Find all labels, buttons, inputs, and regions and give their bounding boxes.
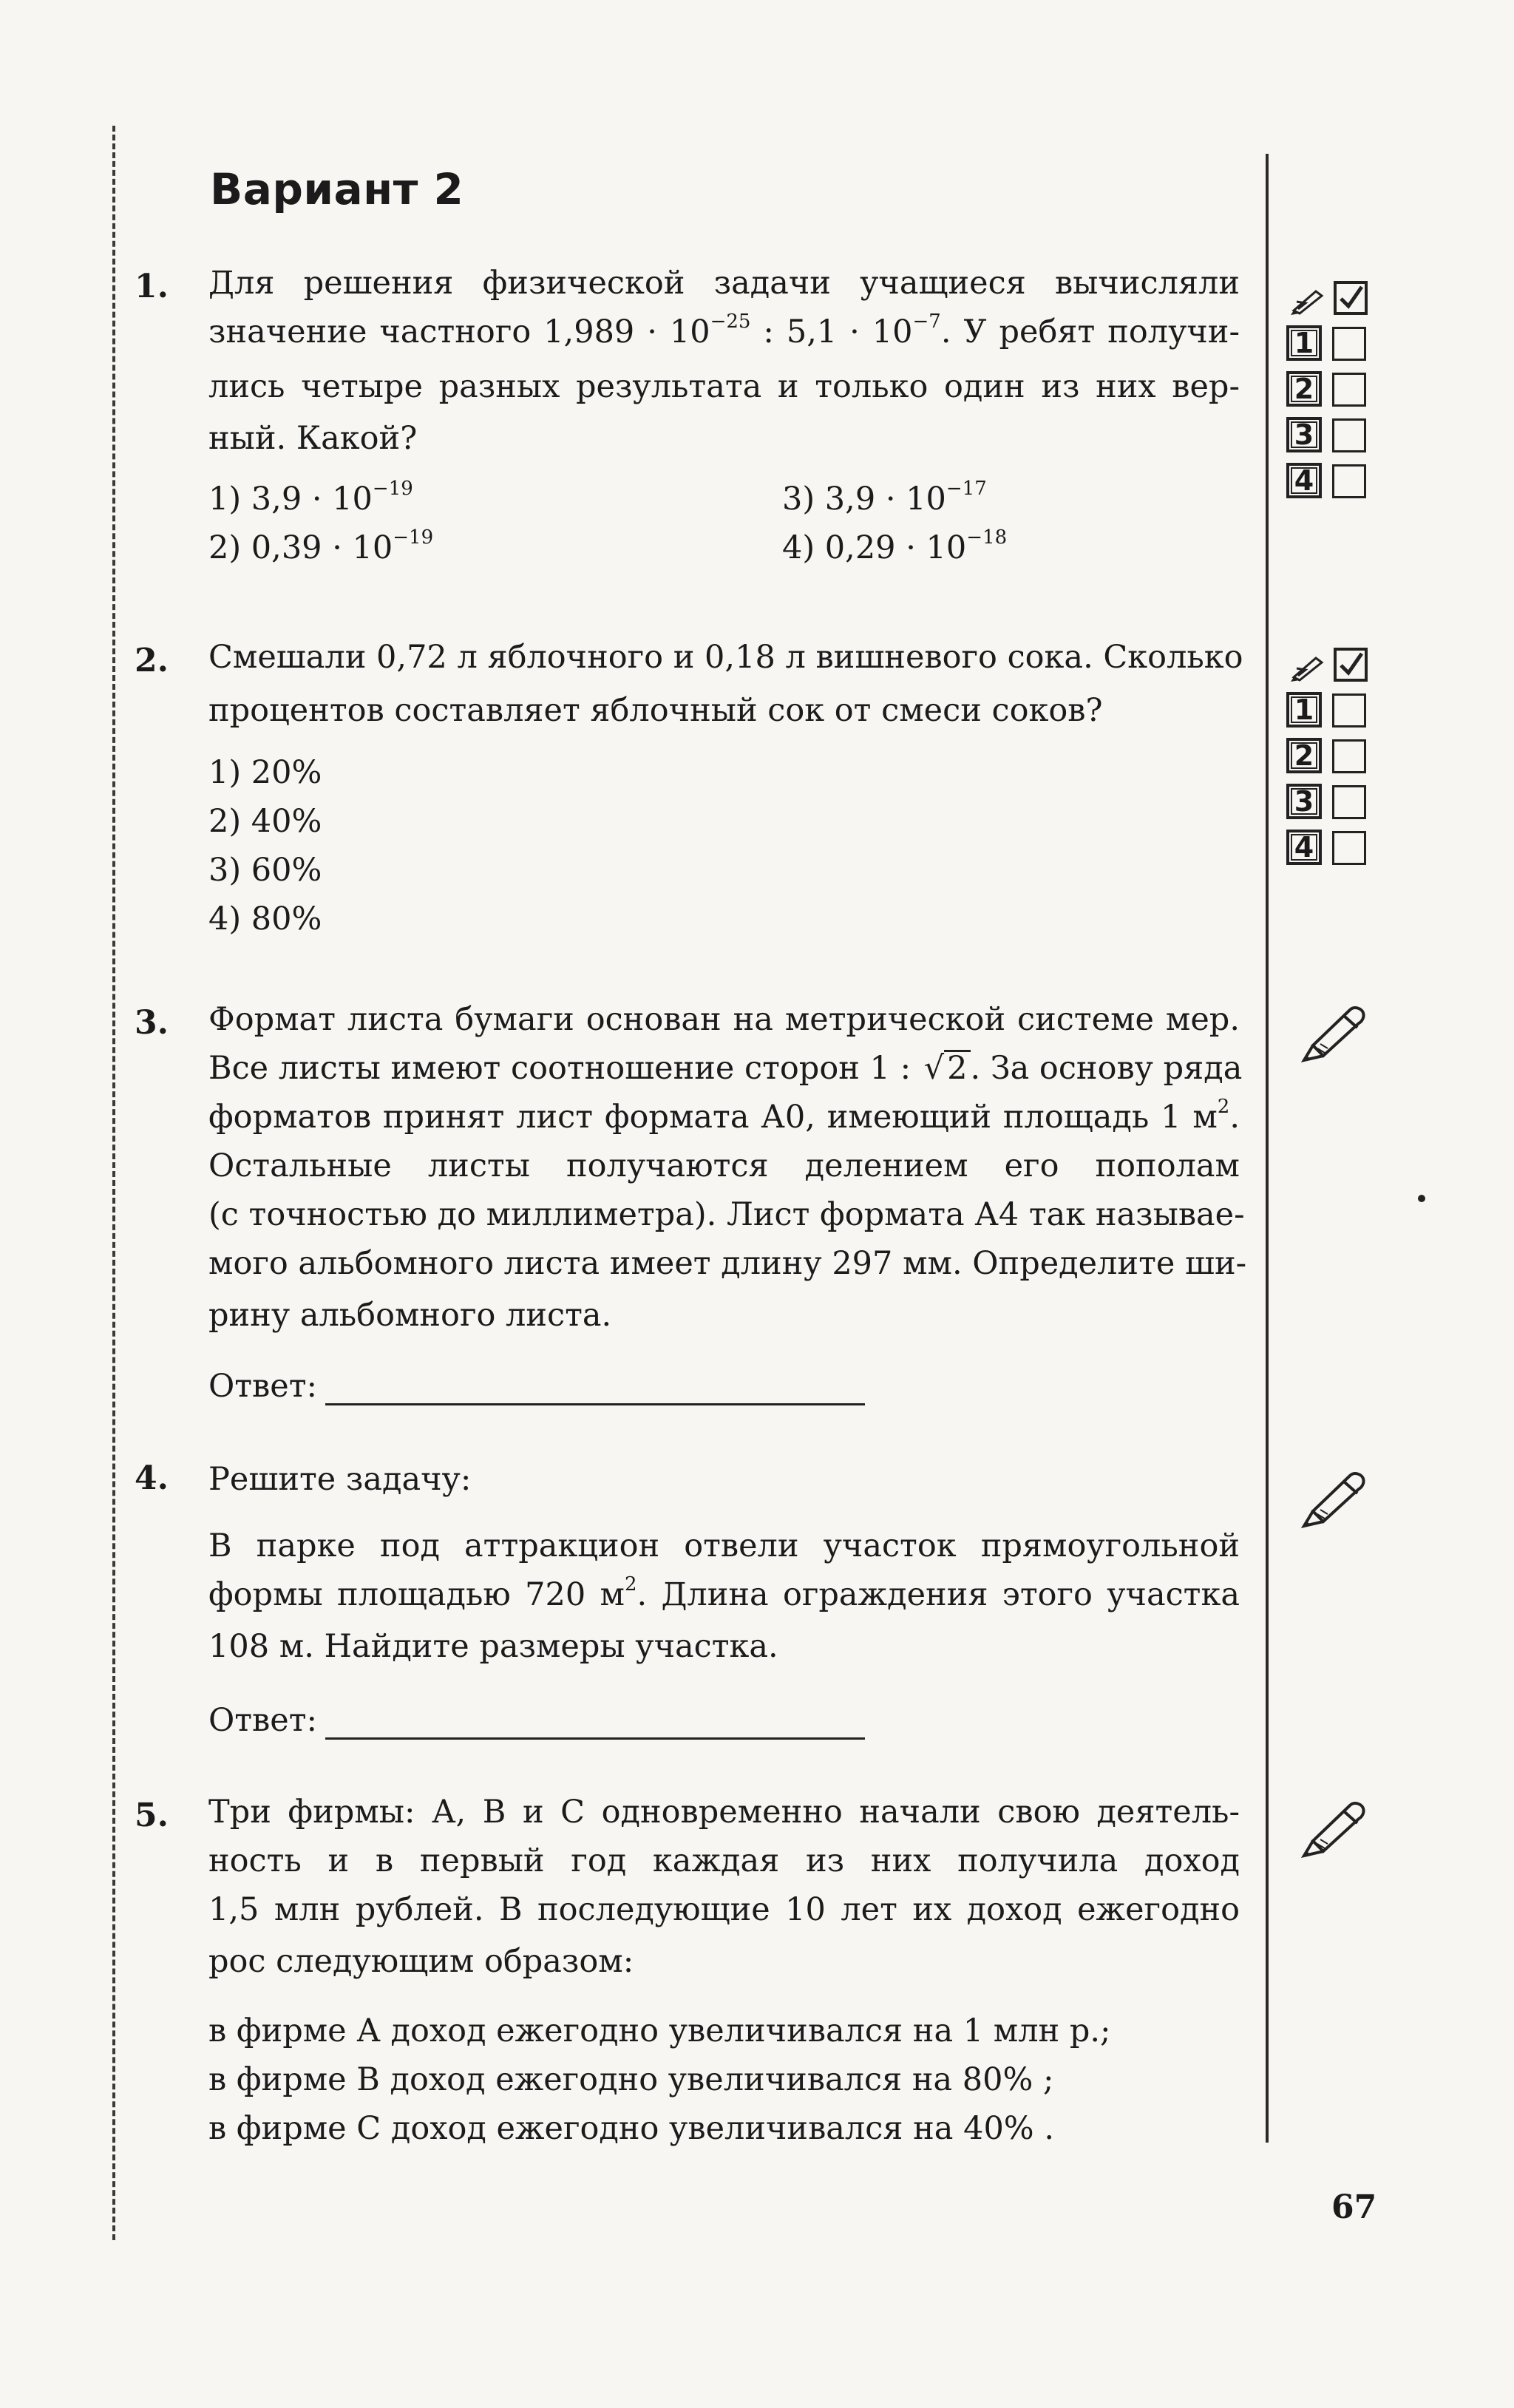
cut-line bbox=[112, 126, 115, 2240]
q2-number: 2. bbox=[135, 642, 169, 679]
q4-number: 4. bbox=[135, 1459, 169, 1497]
answer-box-2[interactable] bbox=[1332, 373, 1366, 407]
margin-rule bbox=[1266, 154, 1269, 2143]
q4-line-2: формы площадью 720 $м^2$. Длина ограждения этого участка bbox=[208, 1573, 1240, 1613]
q1-line-2: значение частного $1,989 \cdot 10^{-25}$ : $5,1 \cdot 10^{-7}$. У ребят получи- bbox=[208, 311, 1240, 350]
q2-line-1: Смешали 0,72 л яблочного и 0,18 л вишневого сока. Сколько bbox=[208, 639, 1243, 676]
answer-box-3[interactable] bbox=[1332, 785, 1366, 819]
scan-speck bbox=[1418, 1195, 1425, 1202]
q1-option-4: 4) $0,29 \cdot 10^{-18}$ bbox=[782, 526, 1008, 566]
q5-line-2: ность и в первый год каждая из них получила доход bbox=[208, 1842, 1240, 1879]
q3-line-7: рину альбомного листа. bbox=[208, 1297, 612, 1334]
q2-option-4: 4) 80% bbox=[208, 901, 322, 937]
q3-answer-label: Ответ: bbox=[208, 1368, 317, 1405]
page-number: 67 bbox=[1331, 2188, 1377, 2226]
q3-line-6: мого альбомного листа имеет длину 297 мм. Определите ши- bbox=[208, 1245, 1247, 1282]
q4-line-3: 108 м. Найдите размеры участка. bbox=[208, 1628, 778, 1665]
q1-option-3: 3) $3,9 \cdot 10^{-17}$ bbox=[782, 478, 987, 518]
sqrt-symbol: √2 bbox=[921, 1050, 971, 1087]
answer-box-1[interactable] bbox=[1332, 327, 1366, 361]
q3-line-1: Формат листа бумаги основан на метрической системе мер. bbox=[208, 1001, 1240, 1038]
answer-number-1: 1 bbox=[1286, 692, 1322, 728]
q5-line-4: рос следующим образом: bbox=[208, 1943, 634, 1980]
answer-box-2[interactable] bbox=[1332, 739, 1366, 773]
q2-option-1: 1) 20% bbox=[208, 754, 322, 791]
q5-line-7: в фирме С доход ежегодно увеличивался на 40% . bbox=[208, 2110, 1054, 2147]
answer-box-4[interactable] bbox=[1332, 464, 1366, 498]
q3-number: 3. bbox=[135, 1004, 169, 1042]
q4-answer-label: Ответ: bbox=[208, 1702, 317, 1739]
pen-icon bbox=[1298, 1003, 1369, 1063]
pen-icon bbox=[1298, 1798, 1369, 1859]
q1-number: 1. bbox=[135, 268, 169, 305]
q5-line-1: Три фирмы: А, В и С одновременно начали свою деятель- bbox=[208, 1794, 1240, 1831]
q4-line-1: В парке под аттракцион отвели участок прямоугольной bbox=[208, 1527, 1240, 1564]
q1-line-4: ный. Какой? bbox=[208, 420, 418, 457]
answer-number-2: 2 bbox=[1286, 738, 1322, 773]
check-icon bbox=[1334, 648, 1368, 682]
answer-number-4: 4 bbox=[1286, 463, 1322, 498]
page-title: Вариант 2 bbox=[210, 164, 464, 214]
q2-answer-boxes bbox=[1286, 648, 1382, 875]
q1-option-1: 1) $3,9 \cdot 10^{-19}$ bbox=[208, 478, 413, 518]
answer-box-3[interactable] bbox=[1332, 418, 1366, 452]
q1-option-2: 2) $0,39 \cdot 10^{-19}$ bbox=[208, 526, 434, 566]
answer-box-1[interactable] bbox=[1332, 693, 1366, 728]
q1-answer-boxes bbox=[1286, 281, 1382, 509]
q5-number: 5. bbox=[135, 1797, 169, 1834]
q3-line-5: (с точностью до миллиметра). Лист формата А4 так называе- bbox=[208, 1196, 1245, 1233]
q5-line-6: в фирме В доход ежегодно увеличивался на 80% ; bbox=[208, 2061, 1054, 2098]
q3-line-4: Остальные листы получаются делением его пополам bbox=[208, 1147, 1240, 1184]
answer-box-4[interactable] bbox=[1332, 831, 1366, 865]
q5-line-5: в фирме А доход ежегодно увеличивался на 1 млн р.; bbox=[208, 2012, 1111, 2049]
q3-line-3: форматов принят лист формата А0, имеющий площадь 1 $м^2$. bbox=[208, 1096, 1240, 1136]
q2-option-2: 2) 40% bbox=[208, 803, 322, 840]
answer-number-3: 3 bbox=[1286, 784, 1322, 819]
q3-answer-line[interactable] bbox=[325, 1403, 865, 1405]
answer-number-4: 4 bbox=[1286, 830, 1322, 865]
q4-intro: Решите задачу: bbox=[208, 1461, 472, 1498]
q2-option-3: 3) 60% bbox=[208, 852, 322, 889]
pen-icon bbox=[1298, 1468, 1369, 1529]
pencil-icon bbox=[1289, 652, 1328, 682]
check-icon bbox=[1334, 281, 1368, 315]
q5-line-3: 1,5 млн рублей. В последующие 10 лет их доход ежегодно bbox=[208, 1891, 1240, 1928]
answer-number-3: 3 bbox=[1286, 417, 1322, 452]
pencil-icon bbox=[1289, 285, 1328, 315]
answer-number-2: 2 bbox=[1286, 371, 1322, 407]
q1-line-3: лись четыре разных результата и только один из них вер- bbox=[208, 368, 1240, 405]
q2-line-2: процентов составляет яблочный сок от смеси соков? bbox=[208, 692, 1103, 729]
q4-answer-line[interactable] bbox=[325, 1737, 865, 1740]
q3-line-2: Все листы имеют соотношение сторон 1 : √2. За основу ряда bbox=[208, 1050, 1243, 1087]
answer-number-1: 1 bbox=[1286, 325, 1322, 361]
q1-line-1: Для решения физической задачи учащиеся вычисляли bbox=[208, 265, 1240, 302]
